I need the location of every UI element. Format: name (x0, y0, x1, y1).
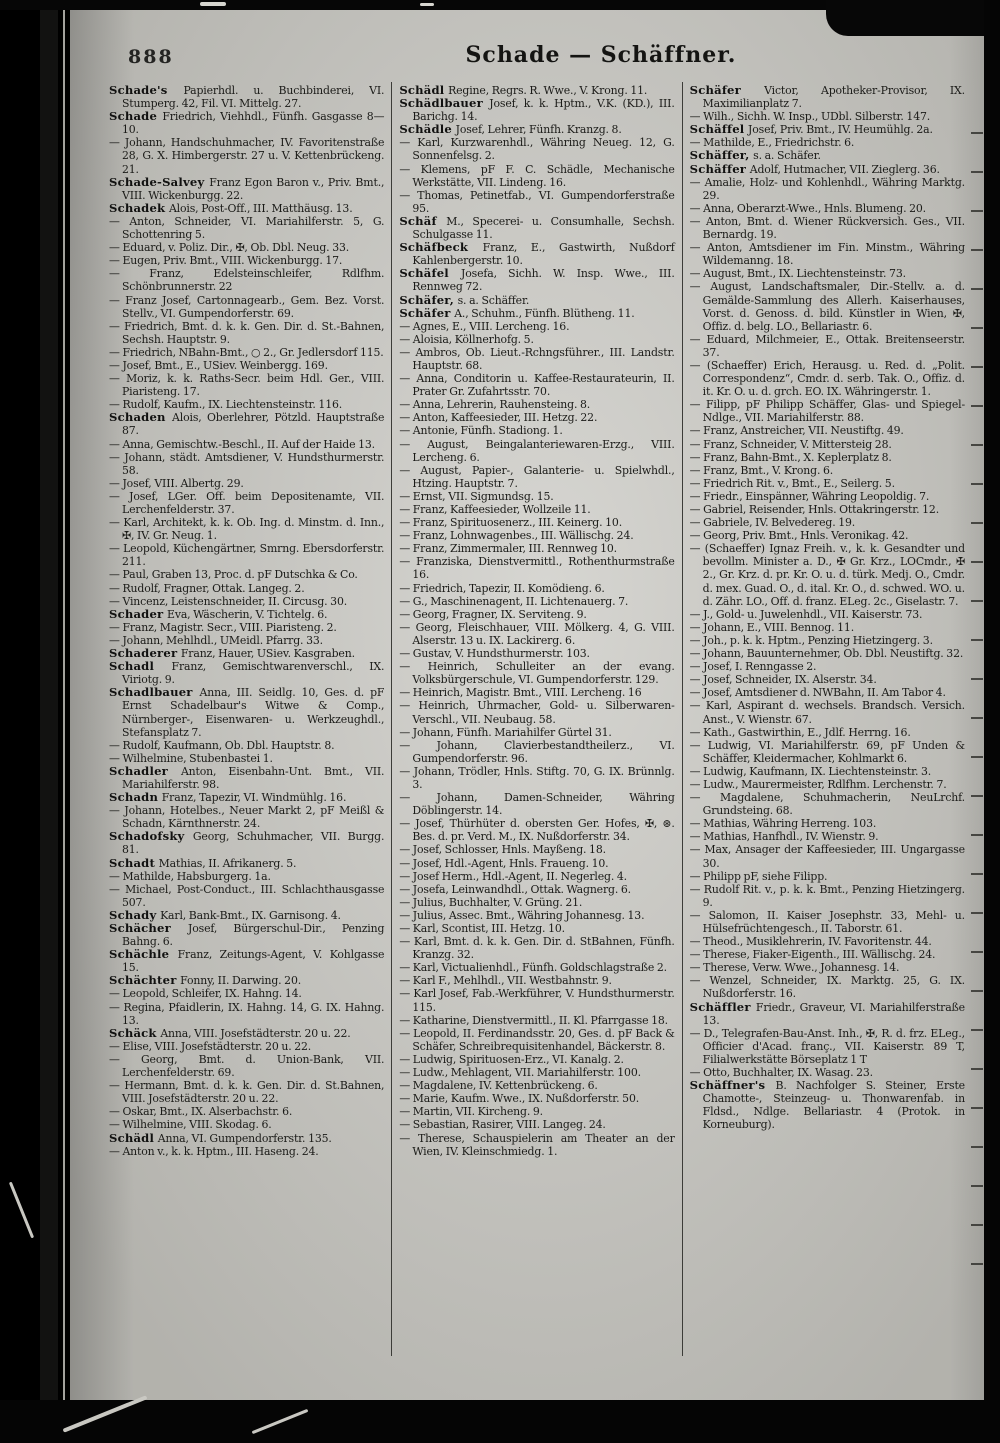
entry-headword: Schächer (109, 921, 189, 935)
directory-entry: — Karl, Kurzwarenhdl., Währing Neueg. 12, G. Sonnenfelsg. 2. (399, 136, 675, 163)
directory-entry: Schader Eva, Wäscherin, V. Tichtelg. 6. (109, 606, 328, 621)
directory-entry: Schädle Josef, Lehrer, Fünfh. Kranzg. 8. (399, 122, 622, 137)
directory-entry: Schäfel Josefa, Sichh. W. Insp. Wwe., III. Rennweg 72. (399, 266, 675, 294)
directory-entry: — Karl, Bmt. d. k. k. Gen. Dir. d. StBahnen, Fünfh. Kranzg. 32. (399, 935, 675, 962)
directory-entry: — Josef, VIII. Albertg. 29. (109, 476, 244, 490)
directory-entry: — Julius, Buchhalter, V. Grüng. 21. (399, 895, 583, 909)
directory-entry: Schäfbeck Franz, E., Gastwirth, Nußdorf Kahlenbergerstr. 10. (399, 240, 675, 268)
entry-headword: Schäffer (689, 161, 750, 176)
directory-entry: Schaden Alois, Oberlehrer, Pötzld. Hauptstraße 87. (109, 410, 385, 438)
directory-entry: Schadofsky Georg, Schuhmacher, VII. Burgg. 81. (109, 829, 385, 857)
directory-entry: — Katharine, Dienstvermittl., II. Kl. Pfarrgasse 18. (399, 1013, 668, 1027)
directory-entry: — Aloisia, Köllnerhofg. 5. (399, 332, 534, 346)
entry-headword: Schäck (109, 1025, 161, 1040)
directory-entry: — Anton v., k. k. Hptm., III. Haseng. 24. (109, 1144, 319, 1158)
directory-entry: — Michael, Post-Conduct., III. Schlachthausgasse 507. (109, 882, 385, 909)
directory-entry: — Franz, Anstreicher, VII. Neustiftg. 49. (689, 424, 904, 438)
directory-entry: — Johann, Handschuhmacher, IV. Favoritenstraße 28, G. X. Himbergerstr. 27 u. V. Kettenbrückeng. 21. (109, 136, 385, 176)
entry-headword: Schädl (399, 83, 449, 97)
directory-entry: — Regina, Pfaidlerin, IX. Hahng. 14, G. IX. Hahng. 13. (109, 1000, 385, 1027)
directory-entry: — Josef, Hdl.-Agent, Hnls. Fraueng. 10. (399, 856, 609, 870)
directory-entry: Schadek Alois, Post-Off., III. Matthäusg. 13. (109, 200, 353, 215)
directory-column-1 (102, 82, 391, 1356)
directory-entry: — Rudolf, Kaufm., IX. Liechtensteinstr. 116. (109, 398, 343, 412)
directory-entry: — Ludwig, Spirituosen-Erz., VI. Kanalg. 2. (399, 1052, 624, 1066)
directory-entry: — Johann, Clavierbestandtheilerz., VI. Gumpendorferstr. 96. (399, 738, 675, 765)
directory-entry: — Therese, Fiaker-Eigenth., III. Wällischg. 24. (689, 948, 936, 962)
directory-entry: — Franz, Zimmermaler, III. Rennweg 10. (399, 542, 617, 556)
entry-headword: Schäfbeck (399, 240, 483, 255)
entry-headword: Schaderer (109, 646, 181, 661)
directory-entry: — Karl Josef, Fab.-Werkführer, V. Hundsthurmerstr. 115. (399, 987, 675, 1014)
directory-entry: — Mathias, Währing Herreng. 103. (689, 817, 877, 831)
directory-entry: Schäfer A., Schuhm., Fünfh. Blütheng. 11. (399, 305, 635, 320)
entry-headword: Schäffner's (689, 1078, 776, 1093)
directory-entry: — Wilhelmine, VIII. Skodag. 6. (109, 1118, 272, 1132)
directory-entry: — Antonie, Fünfh. Stadiong. 1. (399, 424, 563, 438)
directory-entry: — Johann, Bauunternehmer, Ob. Dbl. Neustiftg. 32. (689, 647, 964, 661)
directory-entry: — Rudolf, Fragner, Ottak. Langeg. 2. (109, 581, 305, 595)
directory-entry: — Johann, Mehlhdl., UMeidl. Pfarrg. 33. (109, 633, 323, 647)
directory-entry: — Anton, Schneider, VI. Mariahilferstr. 5, G. Schottenring 5. (109, 214, 385, 242)
directory-entry: — Anton, Bmt. d. Wiener Rückversich. Ges., VII. Bernardg. 19. (689, 214, 965, 242)
directory-entry: — Karl, Aspirant d. wechsels. Brandsch. Versich. Anst., V. Wienstr. 67. (689, 699, 965, 726)
directory-entry: Schade-Salvey Franz Egon Baron v., Priv. Bmt., VIII. Wickenburgg. 22. (109, 174, 385, 202)
page-header (106, 42, 966, 72)
entry-headword: Schäffel (689, 122, 749, 137)
directory-entry: Schäffler Friedr., Graveur, VI. Mariahilferstraße 13. (689, 999, 965, 1027)
directory-entry: — Heinrich, Schulleiter an der evang. Volksbürgerschule, VI. Gumpendorferstr. 129. (399, 660, 675, 687)
directory-entry: — August, Papier-, Galanterie- u. Spielwhdl., Htzing. Hauptstr. 7. (399, 463, 675, 490)
directory-entry: — Franz, Magistr. Secr., VIII. Piaristeng. 2. (109, 620, 337, 634)
entry-headword: Schäfer, (399, 292, 458, 307)
entry-headword: Schade-Salvey (109, 174, 210, 189)
directory-entry: Schächer Josef, Bürgerschul-Dir., Penzing Bahng. 6. (109, 921, 385, 949)
entry-headword: Schady (109, 907, 161, 922)
directory-entry: — G., Maschinenagent, II. Lichtenauerg. 7. (399, 594, 629, 608)
directory-entry: — Gabriele, IV. Belvedereg. 19. (689, 516, 856, 530)
directory-entry: — Franz, Edelsteinschleifer, Rdlfhm. Schönbrunnerstr. 22 (109, 267, 385, 294)
entry-headword: Schade's (109, 83, 184, 97)
directory-entry: — Rudolf, Kaufmann, Ob. Dbl. Hauptstr. 8. (109, 738, 335, 752)
directory-entry: — Georg, Priv. Bmt., Hnls. Veronikag. 42. (689, 529, 909, 543)
directory-entry: — Josef, I. Renngasse 2. (689, 660, 817, 674)
directory-entry: — (Schaeffer) Ignaz Freih. v., k. k. Gesandter und bevollm. Minister a. D., ✠ Gr. Krz., LOCmdr., ✠ 2., Gr. Krz. d. pr. Kr. O. u. d. türk. Medj. O., Cmdr. d. mex. Guad. O., d. ital. Kr. O., d. schwed. WO. u. d. Zähr. LO., Off. d. franz. ELeg. 2c., Giselastr. 7. (689, 542, 965, 608)
scan-blot-top-right (826, 0, 1000, 36)
entry-headword: Schader (109, 606, 168, 621)
directory-entry: — Philipp pF, siehe Filipp. (689, 869, 828, 883)
directory-entry: Schadn Franz, Tapezir, VI. Windmühlg. 16. (109, 790, 347, 805)
entry-headword: Schäffer, (689, 148, 754, 163)
directory-entry: Schädlbauer Josef, k. k. Hptm., V.K. (KD.), III. Barichg. 14. (399, 96, 675, 124)
directory-entry: — Johann, E., VIII. Bennog. 11. (689, 620, 855, 634)
directory-entry: — Josef, Schneider, IX. Alserstr. 34. (689, 673, 877, 687)
directory-column-3 (682, 82, 972, 1356)
directory-entry: — Leopold, Küchengärtner, Smrng. Ebersdorferstr. 211. (109, 542, 385, 569)
entry-headword: Schadofsky (109, 829, 193, 844)
directory-entry: — Mathilde, E., Friedrichstr. 6. (689, 136, 855, 150)
directory-entry: — Johann, Fünfh. Mariahilfer Gürtel 31. (399, 725, 612, 739)
directory-entry: — Ludw., Maurermeister, Rdlfhm. Lerchenstr. 7. (689, 777, 947, 791)
directory-entry: — August, Landschaftsmaler, Dir.-Stellv. a. d. Gemälde-Sammlung des Allerh. Kaiserhauses, Vorst. d. Genoss. d. bild. Künstler in Wien, ✠, Offiz. d. belg. LO., Bellariastr. 6. (689, 280, 965, 333)
directory-entry: Schade Friedrich, Viehhdl., Fünfh. Gasgasse 8—10. (109, 109, 385, 137)
directory-entry: — Georg, Fleischhauer, VIII. Mölkerg. 4, G. VIII. Alserstr. 13 u. IX. Lackirerg. 6. (399, 620, 675, 647)
page-edge-highlight (63, 0, 65, 1443)
directory-entry: — Ludwig, VI. Mariahilferstr. 69, pF Unden & Schäffer, Kleidermacher, Kohlmarkt 6. (689, 738, 965, 765)
directory-entry: — Paul, Graben 13, Proc. d. pF Dutschka & Co. (109, 568, 358, 582)
directory-entry: — Vincenz, Leistenschneider, II. Circusg. 30. (109, 594, 348, 608)
directory-entry: — Anna, Gemischtw.-Beschl., II. Auf der Haide 13. (109, 437, 375, 451)
entry-headword: Schächter (109, 973, 181, 988)
directory-entry: — Thomas, Petinetfab., VI. Gumpendorferstraße 95. (399, 188, 675, 215)
directory-entry: — Mathilde, Habsburgerg. 1a. (109, 869, 271, 883)
directory-column-2 (391, 82, 681, 1356)
page-number: 888 (128, 46, 174, 68)
entry-headword: Schadn (109, 790, 162, 805)
directory-columns (102, 82, 972, 1356)
entry-headword: Schäfer (399, 305, 455, 320)
directory-entry: — Otto, Buchhalter, IX. Wasag. 23. (689, 1066, 873, 1080)
entry-headword: Schadl (109, 659, 172, 674)
directory-entry: — Oskar, Bmt., IX. Alserbachstr. 6. (109, 1105, 293, 1119)
page-title: Schade — Schäffner. (465, 42, 737, 68)
entry-headword: Schädlbauer (399, 96, 490, 111)
directory-entry: — Eduard, Milchmeier, E., Ottak. Breitenseerstr. 37. (689, 332, 965, 359)
directory-entry: — Gustav, V. Hundsthurmerstr. 103. (399, 647, 590, 661)
directory-entry: — Wilhelmine, Stubenbastei 1. (109, 751, 273, 765)
directory-entry: — Klemens, pF F. C. Schädle, Mechanische Werkstätte, VII. Lindeng. 16. (399, 162, 675, 189)
directory-entry: — Georg, Bmt. d. Union-Bank, VII. Lerchenfelderstr. 69. (109, 1052, 385, 1080)
directory-entry: Schäck Anna, VIII. Josefstädterstr. 20 u. 22. (109, 1025, 351, 1040)
directory-entry: — Anton, Amtsdiener im Fin. Minstm., Währing Wildemanng. 18. (689, 241, 965, 268)
directory-entry: Schäffer, s. a. Schäfer. (689, 148, 821, 163)
directory-entry: — Karl, Architekt, k. k. Ob. Ing. d. Minstm. d. Inn., ✠, IV. Gr. Neug. 1. (109, 516, 385, 543)
entry-headword: Schäffler (689, 999, 756, 1014)
directory-entry: — August, Bmt., IX. Liechtensteinstr. 73. (689, 267, 906, 281)
directory-entry: — Rudolf Rit. v., p. k. k. Bmt., Penzing Hietzingerg. 9. (689, 882, 965, 909)
entry-headword: Schächle (109, 947, 178, 962)
directory-entry: Schäffer Adolf, Hutmacher, VII. Zieglerg. 36. (689, 161, 940, 176)
directory-entry: — Josef, Amtsdiener d. NWBahn, II. Am Tabor 4. (689, 686, 946, 700)
directory-entry: — Therese, Schauspielerin am Theater an der Wien, IV. Kleinschmiedg. 1. (399, 1131, 675, 1158)
directory-entry: — Josef, LGer. Off. beim Depositenamte, VII. Lerchenfelderstr. 37. (109, 489, 385, 516)
directory-entry: — Josefa, Leinwandhdl., Ottak. Wagnerg. 6. (399, 882, 631, 896)
directory-entry: — Franz, Kaffeesieder, Wollzeile 11. (399, 503, 591, 516)
directory-entry: — Therese, Verw. Wwe., Johannesg. 14. (689, 961, 900, 975)
directory-entry: — Gabriel, Reisender, Hnls. Ottakringerstr. 12. (689, 503, 940, 516)
directory-entry: Schade's Papierhdl. u. Buchbinderei, VI. Stumperg. 42, Fil. VI. Mittelg. 27. (109, 83, 385, 111)
entry-headword: Schäfel (399, 266, 462, 281)
book-gutter-shadow (0, 0, 70, 1443)
directory-entry: — Karl, Scontist, III. Hetzg. 10. (399, 922, 565, 935)
entry-headword: Schäf (399, 213, 447, 228)
directory-entry: Schäffner's B. Nachfolger S. Steiner, Erste Chamotte-, Steinzeug- u. Thonwarenfab. in Fldsd., Ndlge. Bellariastr. 4 (Protok. in Korneuburg). (689, 1078, 965, 1132)
directory-entry: — Franz, Spirituosenerz., III. Keinerg. 10. (399, 516, 623, 530)
directory-entry: — Ludwig, Kaufmann, IX. Liechtensteinstr. 3. (689, 764, 932, 778)
directory-entry: — Max, Ansager der Kaffeesieder, III. Ungargasse 30. (689, 843, 965, 870)
directory-entry: — Marie, Kaufm. Wwe., IX. Nußdorferstr. 50. (399, 1092, 640, 1106)
entry-headword: Schadt (109, 855, 159, 870)
directory-entry: — Ernst, VII. Sigmundsg. 15. (399, 489, 554, 503)
directory-entry: — Georg, Fragner, IX. Serviteng. 9. (399, 607, 587, 621)
entry-headword: Schaden (109, 410, 173, 425)
directory-entry: — Anna, Lehrerin, Rauhensteing. 8. (399, 398, 591, 412)
directory-entry: — Ambros, Ob. Lieut.-Rchngsführer., III. Landstr. Hauptstr. 68. (399, 345, 675, 372)
directory-entry: — Eduard, v. Poliz. Dir., ✠, Ob. Dbl. Neug. 33. (109, 241, 350, 255)
directory-entry: — Elise, VIII. Josefstädterstr. 20 u. 22. (109, 1039, 312, 1053)
directory-entry: Schadlbauer Anna, III. Seidlg. 10, Ges. d. pF Ernst Schadelbaur's Witwe & Comp., Nürnberger-, Eisenwaren- u. Werkzeughdl., Stefansplatz 7. (109, 685, 385, 739)
directory-entry: — Moriz, k. k. Raths-Secr. beim Hdl. Ger., VIII. Piaristeng. 17. (109, 372, 385, 399)
directory-entry: — Johann, Trödler, Hnls. Stiftg. 70, G. IX. Brünnlg. 3. (399, 764, 675, 791)
directory-entry: — Leopold, Schleifer, IX. Hahng. 14. (109, 987, 302, 1001)
directory-entry: Schady Karl, Bank-Bmt., IX. Garnisong. 4. (109, 907, 341, 922)
directory-entry: — D., Telegrafen-Bau-Anst. Inh., ✠, R. d. frz. ELeg., Officier d'Acad. franç., VII. Kaiserstr. 89 T, Filialwerkstätte Börseplatz 1 T (689, 1026, 965, 1066)
entry-headword: Schade (109, 109, 163, 124)
directory-entry: — Heinrich, Magistr. Bmt., VIII. Lercheng. 16 (399, 686, 642, 700)
directory-entry: — Ludw., Mehlagent, VII. Mariahilferstr. 100. (399, 1066, 641, 1080)
directory-entry: — Josef Herm., Hdl.-Agent, II. Negerleg. 4. (399, 869, 627, 883)
directory-entry: — Filipp, pF Philipp Schäffer, Glas- und Spiegel-Ndlge., VII. Mariahilferstr. 88. (689, 398, 965, 425)
entry-headword: Schäfer (689, 83, 765, 97)
directory-entry: — Magdalene, Schuhmacherin, NeuLrchf. Grundsteing. 68. (689, 791, 965, 818)
directory-entry: Schadler Anton, Eisenbahn-Unt. Bmt., VII. Mariahilferstr. 98. (109, 763, 385, 791)
entry-headword: Schädle (399, 122, 456, 137)
directory-entry: — Anna, Conditorin u. Kaffee-Restaurateurin, II. Prater Gr. Zufahrtsstr. 70. (399, 372, 675, 399)
scan-speck (200, 2, 226, 6)
entry-headword: Schädl (109, 1130, 158, 1145)
directory-entry: Schäfer Victor, Apotheker-Provisor, IX. Maximilianplatz 7. (689, 83, 965, 111)
directory-entry: — Wenzel, Schneider, IX. Marktg. 25, G. IX. Nußdorferstr. 16. (689, 974, 965, 1001)
directory-entry: — Franz, Bmt., V. Krong. 6. (689, 463, 834, 477)
directory-entry: — Franz Josef, Cartonnagearb., Gem. Bez. Vorst. Stellv., VI. Gumpendorferstr. 69. (109, 293, 385, 320)
directory-entry: — Agnes, E., VIII. Lercheng. 16. (399, 319, 570, 333)
directory-entry: Schächle Franz, Zeitungs-Agent, V. Kohlgasse 15. (109, 947, 385, 975)
directory-entry: Schädl Regine, Regrs. R. Wwe., V. Krong. 11. (399, 83, 648, 97)
directory-entry: Schadl Franz, Gemischtwarenverschl., IX. Viriotg. 9. (109, 659, 385, 687)
directory-entry: — Josef, Bmt., E., USiev. Weinbergg. 169. (109, 358, 328, 372)
directory-entry: — Amalie, Holz- und Kohlenhdl., Währing Marktg. 29. (689, 175, 965, 202)
scan-border-bottom (0, 1400, 1000, 1443)
entry-headword: Schadler (109, 763, 181, 778)
directory-entry: — Hermann, Bmt. d. k. k. Gen. Dir. d. St.Bahnen, VIII. Josefstädterstr. 20 u. 22. (109, 1079, 385, 1106)
directory-entry: — Wilh., Sichh. W. Insp., UDbl. Silberstr. 147. (689, 110, 931, 124)
directory-entry: — Mathias, Hanfhdl., IV. Wienstr. 9. (689, 830, 879, 844)
directory-entry: — Karl F., Mehlhdl., VII. Westbahnstr. 9. (399, 974, 612, 988)
directory-entry: — Eugen, Priv. Bmt., VIII. Wickenburgg. 17. (109, 254, 343, 268)
directory-entry: — Johann, städt. Amtsdiener, V. Hundsthurmerstr. 58. (109, 450, 385, 477)
directory-entry: — Joh., p. k. k. Hptm., Penzing Hietzingerg. 3. (689, 633, 933, 647)
directory-entry: Schäfer, s. a. Schäffer. (399, 292, 530, 307)
directory-entry: — August, Beingalanteriewaren-Erzg., VIII. Lercheng. 6. (399, 437, 675, 464)
directory-entry: — Anna, Oberarzt-Wwe., Hnls. Blumeng. 20. (689, 201, 926, 215)
directory-entry: Schäf M., Specerei- u. Consumhalle, Sechsh. Schulgasse 11. (399, 213, 675, 242)
directory-entry: — Friedrich Rit. v., Bmt., E., Seilerg. 5. (689, 476, 895, 490)
directory-entry: — Friedrich, NBahn-Bmt., ○ 2., Gr. Jedlersdorf 115. (109, 345, 384, 359)
directory-entry: — Josef, Thürhüter d. obersten Ger. Hofes, ✠, ⊛. Bes. d. pr. Verd. M., IX. Nußdorferstr. 34. (399, 817, 675, 844)
directory-entry: — Josef, Schlosser, Hnls. Mayßeng. 18. (399, 843, 606, 857)
directory-entry: — Franz, Schneider, V. Mittersteig 28. (689, 437, 892, 451)
directory-page (70, 8, 986, 1400)
directory-entry: — Franz, Bahn-Bmt., X. Keplerplatz 8. (689, 450, 892, 464)
directory-entry: Schächter Fonny, II. Darwing. 20. (109, 973, 302, 988)
directory-entry: — Franz, Lohnwagenbes., III. Wällischg. 24. (399, 529, 634, 543)
directory-entry: Schädl Anna, VI. Gumpendorferstr. 135. (109, 1130, 332, 1145)
directory-entry: Schäffel Josef, Priv. Bmt., IV. Heumühlg. 2a. (689, 122, 933, 137)
directory-entry: — Theod., Musiklehrerin, IV. Favoritenstr. 44. (689, 935, 932, 949)
directory-entry: — Friedrich, Tapezir, II. Komödieng. 6. (399, 581, 605, 595)
directory-entry: — Friedr., Einspänner, Währing Leopoldig. 7. (689, 489, 930, 503)
directory-entry: — Johann, Damen-Schneider, Währing Döblingerstr. 14. (399, 791, 675, 818)
directory-entry: — Anton, Kaffeesieder, III. Hetzg. 22. (399, 411, 598, 425)
directory-entry: — Franziska, Dienstvermittl., Rothenthurmstraße 16. (399, 555, 675, 582)
directory-entry: — Salomon, II. Kaiser Josephstr. 33, Mehl- u. Hülsefrüchtengesch., II. Taborstr. 61. (689, 908, 965, 935)
entry-headword: Schadek (109, 200, 169, 215)
directory-entry: — Magdalene, IV. Kettenbrückeng. 6. (399, 1079, 598, 1093)
directory-entry: Schadt Mathias, II. Afrikanerg. 5. (109, 855, 297, 870)
directory-entry: — (Schaeffer) Erich, Herausg. u. Red. d. „Polit. Correspondenz“, Cmdr. d. serb. Tak. O., Offiz. d. it. Kr. O. u. d. grch. EO. IX. Währingerstr. 1. (689, 358, 965, 399)
directory-entry: — Friedrich, Bmt. d. k. k. Gen. Dir. d. St.-Bahnen, Sechsh. Hauptstr. 9. (109, 319, 385, 346)
margin-registry-marks (971, 104, 983, 1290)
directory-entry: — Leopold, II. Ferdinandsstr. 20, Ges. d. pF Back & Schäfer, Schreibrequisitenhandel, Bäckerstr. 8. (399, 1026, 675, 1053)
directory-entry: — Julius, Assec. Bmt., Währing Johannesg. 13. (399, 908, 645, 922)
directory-entry: — Heinrich, Uhrmacher, Gold- u. Silberwaren-Verschl., VII. Neubaug. 58. (399, 699, 675, 726)
scan-speck (420, 3, 434, 6)
directory-entry: — Martin, VII. Kircheng. 9. (399, 1105, 543, 1119)
directory-entry: — Sebastian, Rasirer, VIII. Langeg. 24. (399, 1118, 606, 1132)
directory-entry: — J., Gold- u. Juwelenhdl., VII. Kaiserstr. 73. (689, 607, 923, 621)
directory-entry: Schaderer Franz, Hauer, USiev. Kasgraben. (109, 646, 355, 661)
scan-border-right (984, 0, 1000, 1443)
directory-entry: — Karl, Victualienhdl., Fünfh. Goldschlagstraße 2. (399, 961, 667, 975)
entry-headword: Schadlbauer (109, 685, 200, 700)
directory-entry: — Kath., Gastwirthin, E., Jdlf. Herrng. 16. (689, 725, 911, 739)
directory-entry: — Johann, Hotelbes., Neuer Markt 2, pF Meißl & Schadn, Kärnthnerstr. 24. (109, 804, 385, 831)
